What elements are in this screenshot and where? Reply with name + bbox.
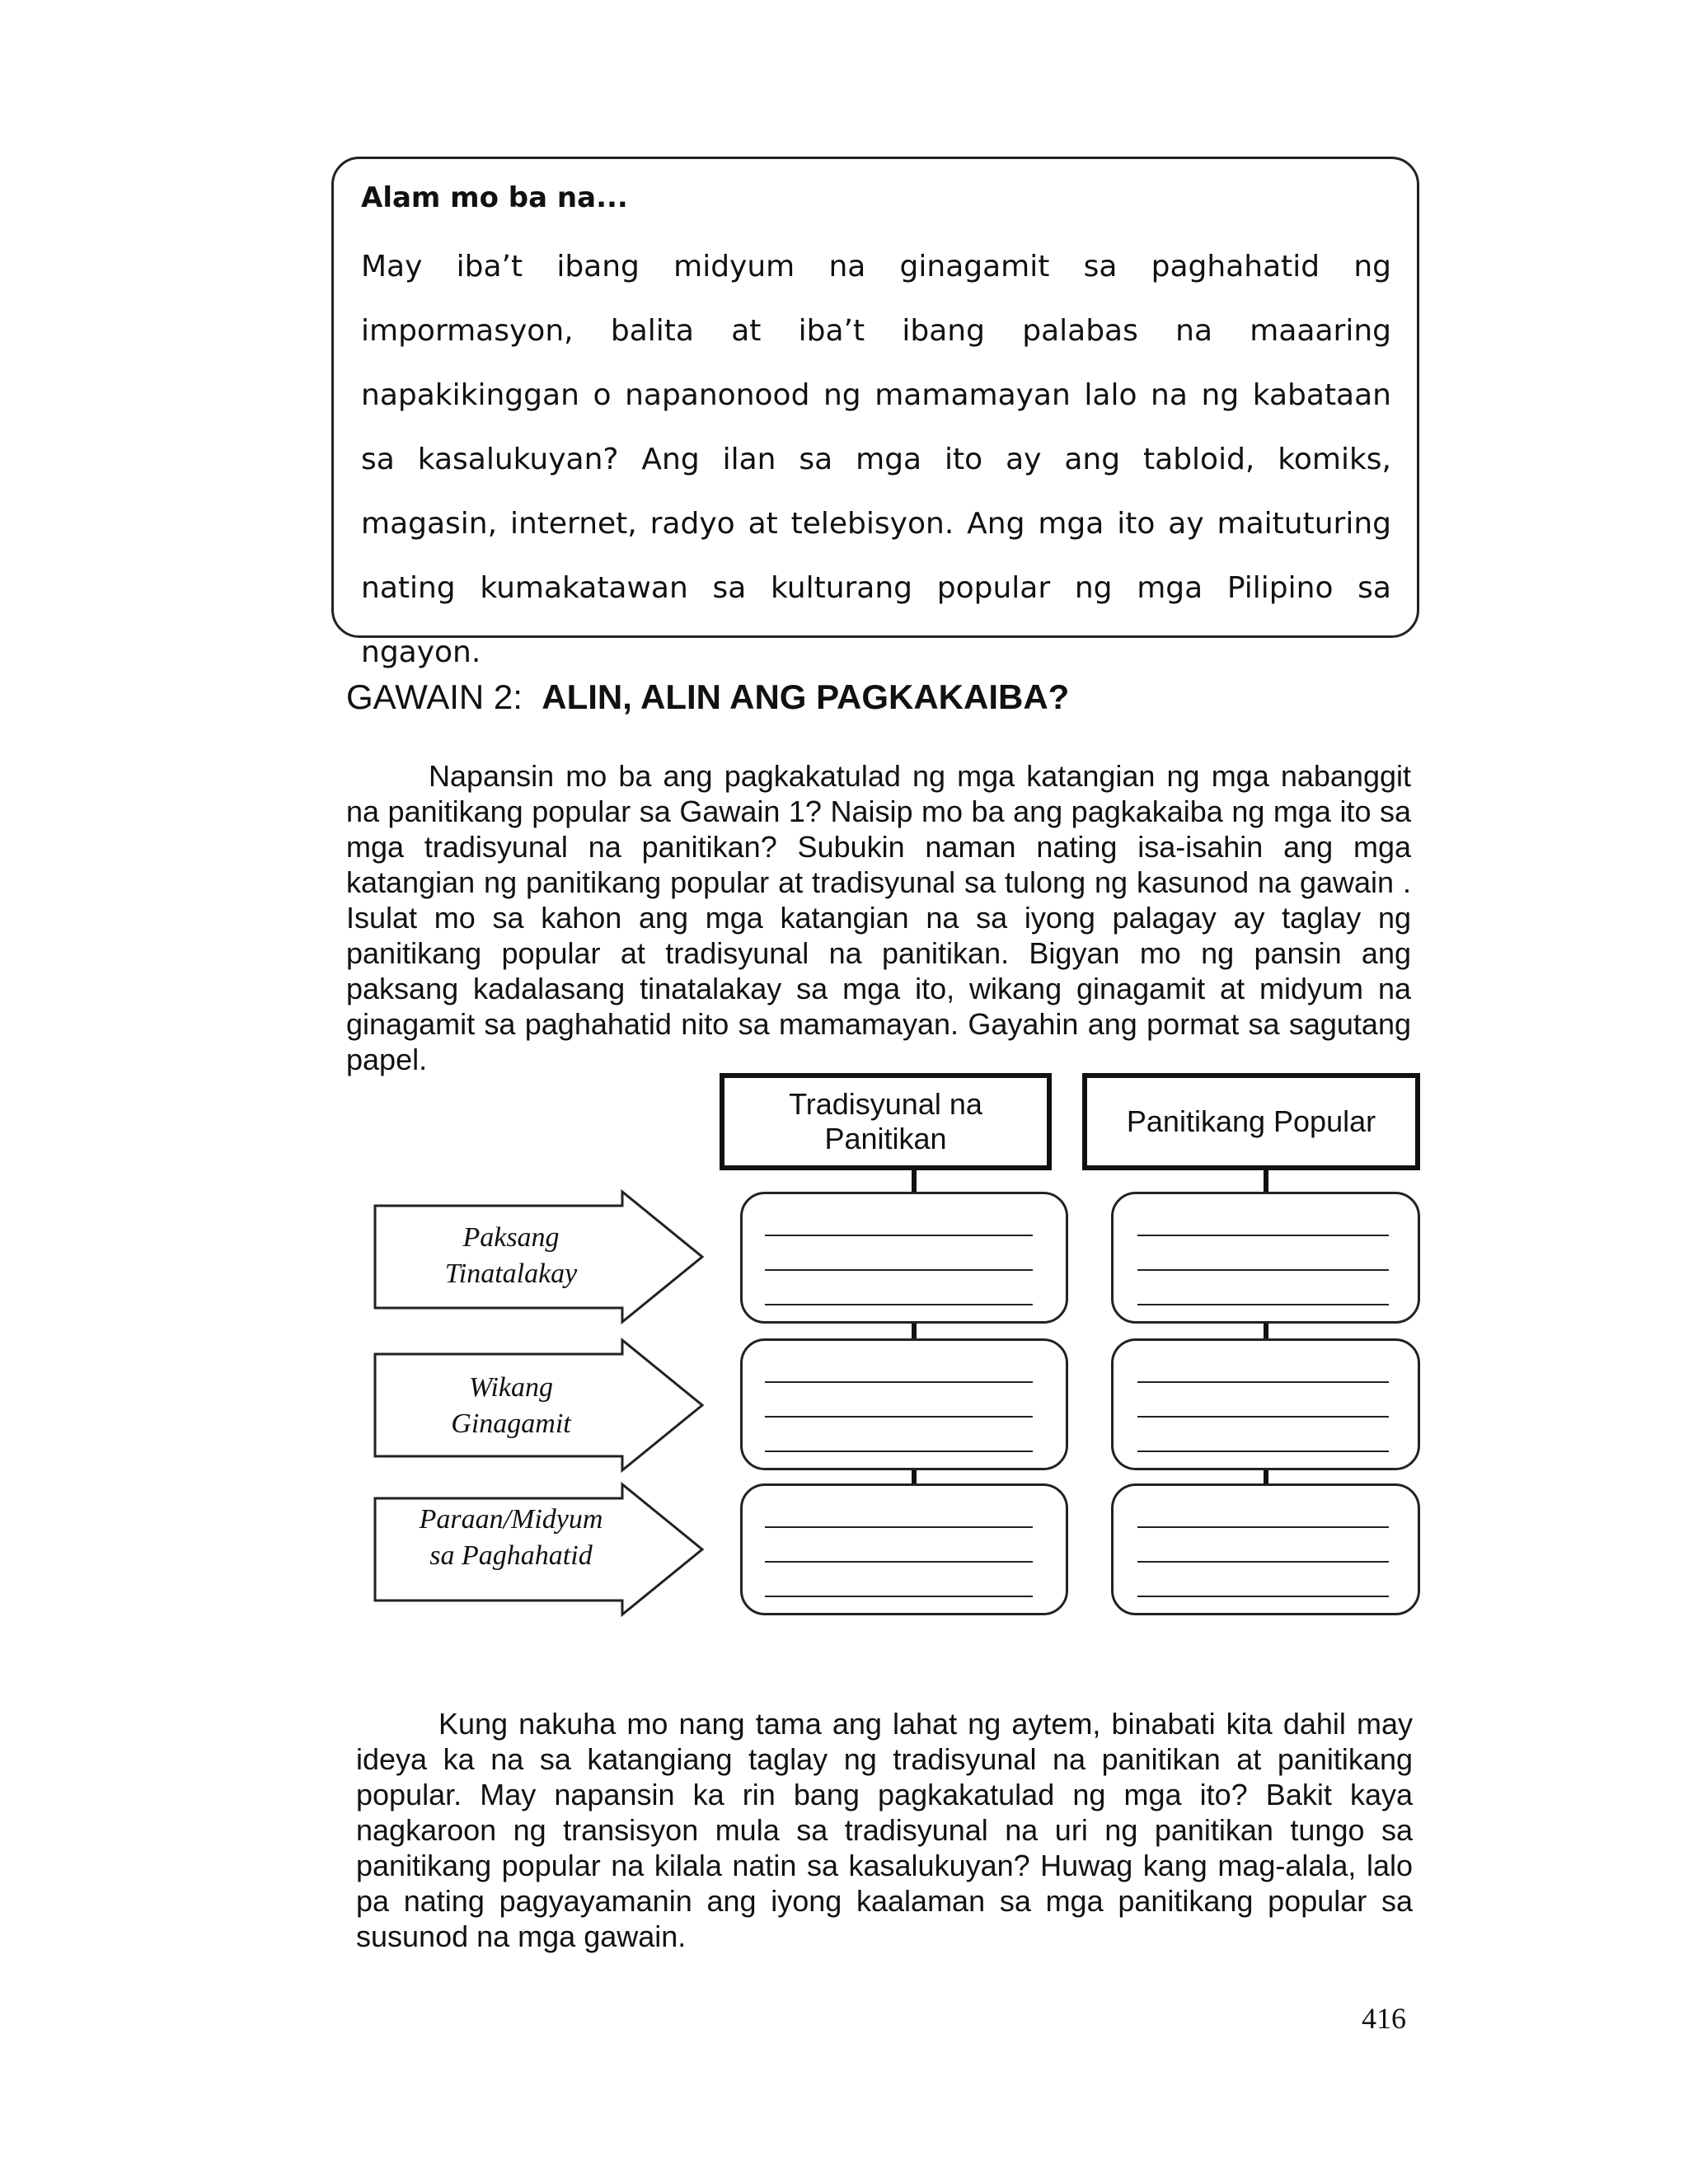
- column-header-popular-label: Panitikang Popular: [1126, 1104, 1376, 1138]
- blank-line: [1137, 1526, 1389, 1528]
- blank-line: [765, 1269, 1033, 1271]
- activity-title: ALIN, ALIN ANG PAGKAKAIBA?: [542, 677, 1070, 716]
- row-label-paksa-line1: Paksang: [462, 1222, 560, 1253]
- row-label-paksa-line2: Tinatalakay: [444, 1258, 578, 1289]
- blank-line: [1137, 1235, 1389, 1236]
- connector-line: [912, 1170, 917, 1193]
- row-label-paksa: [379, 1220, 643, 1292]
- page-number: 416: [1362, 2002, 1406, 2035]
- connector-line: [912, 1469, 917, 1485]
- activity-label: GAWAIN 2:: [346, 677, 523, 716]
- blank-line: [765, 1235, 1033, 1236]
- blank-line: [1137, 1451, 1389, 1452]
- blank-line: [1137, 1304, 1389, 1305]
- blank-line: [1137, 1416, 1389, 1418]
- row-label-wika-line1: Wikang: [469, 1372, 553, 1403]
- blank-line: [765, 1526, 1033, 1528]
- connector-line: [1264, 1322, 1268, 1340]
- blank-line: [765, 1451, 1033, 1452]
- blank-line: [1137, 1269, 1389, 1271]
- closing-paragraph: Kung nakuha mo nang tama ang lahat ng aytem, binabati kita dahil may ideya ka na sa katangiang taglay ng tradisyunal na panitikan at panitikang popular. May napansin ka rin bang pagkakatulad ng mga ito? Bakit kaya nagkaroon ng transisyon mula sa tradisyunal na uri ng panitikan tungo sa panitikang popular na kilala natin sa kasalukuyan? Huwag kang mag-alala, lalo pa nating pagyayamanin ang iyong kaalaman sa mga panitikang popular sa susunod na mga gawain.: [356, 1707, 1413, 1953]
- callout-body: May iba’t ibang midyum na ginagamit sa paghahatid ng impormasyon, balita at iba’t ibang palabas na maaaring napakikinggan o napanonood ng mamamayan lalo na ng kabataan sa kasalukuyan? Ang ilan sa mga ito ay ang tabloid, komiks, magasin, internet, radyo at telebisyon. Ang mga ito ay maituturing nating kumakatawan sa kulturang popular ng mga Pilipino sa ngayon.: [361, 250, 1391, 669]
- row-label-wika: [379, 1370, 643, 1442]
- column-header-tradisyunal: [720, 1073, 1052, 1170]
- blank-line: [1137, 1381, 1389, 1383]
- blank-line: [765, 1596, 1033, 1597]
- blank-line: [765, 1416, 1033, 1418]
- activity-instructions: Napansin mo ba ang pagkakatulad ng mga katangian ng mga nabanggit na panitikang popular sa Gawain 1? Naisip mo ba ang pagkakaiba ng mga ito sa mga tradisyunal na panitikan? Subukin naman nating isa-isahin ang mga katangian ng panitikang popular at tradisyunal sa tulong ng kasunod na gawain . Isulat mo sa kahon ang mga katangian na sa iyong palagay ay taglay ng panitikang popular at tradisyunal na panitikan. Bigyan mo ng pansin ang paksang kadalasang tinatalakay sa mga ito, wikang ginagamit at midyum na ginagamit sa paghahatid nito sa mamamayan. Gayahin ang pormat sa sagutang papel.: [346, 759, 1411, 1076]
- blank-line: [1137, 1561, 1389, 1563]
- column-header-popular: [1082, 1073, 1420, 1170]
- connector-line: [1264, 1469, 1268, 1485]
- row-label-midyum-line1: Paraan/Midyum: [419, 1504, 603, 1535]
- row-label-midyum: [379, 1502, 643, 1574]
- blank-line: [1137, 1596, 1389, 1597]
- row-label-midyum-line2: sa Paghahatid: [429, 1540, 593, 1571]
- blank-line: [765, 1381, 1033, 1383]
- activity-heading: [346, 677, 1069, 717]
- blank-line: [765, 1304, 1033, 1305]
- connector-line: [1264, 1170, 1268, 1193]
- row-label-wika-line2: Ginagamit: [451, 1408, 571, 1439]
- callout-title: Alam mo ba na...: [361, 181, 628, 214]
- column-header-tradisyunal-label: Tradisyunal na Panitikan: [789, 1087, 982, 1155]
- blank-line: [765, 1561, 1033, 1563]
- connector-line: [912, 1322, 917, 1340]
